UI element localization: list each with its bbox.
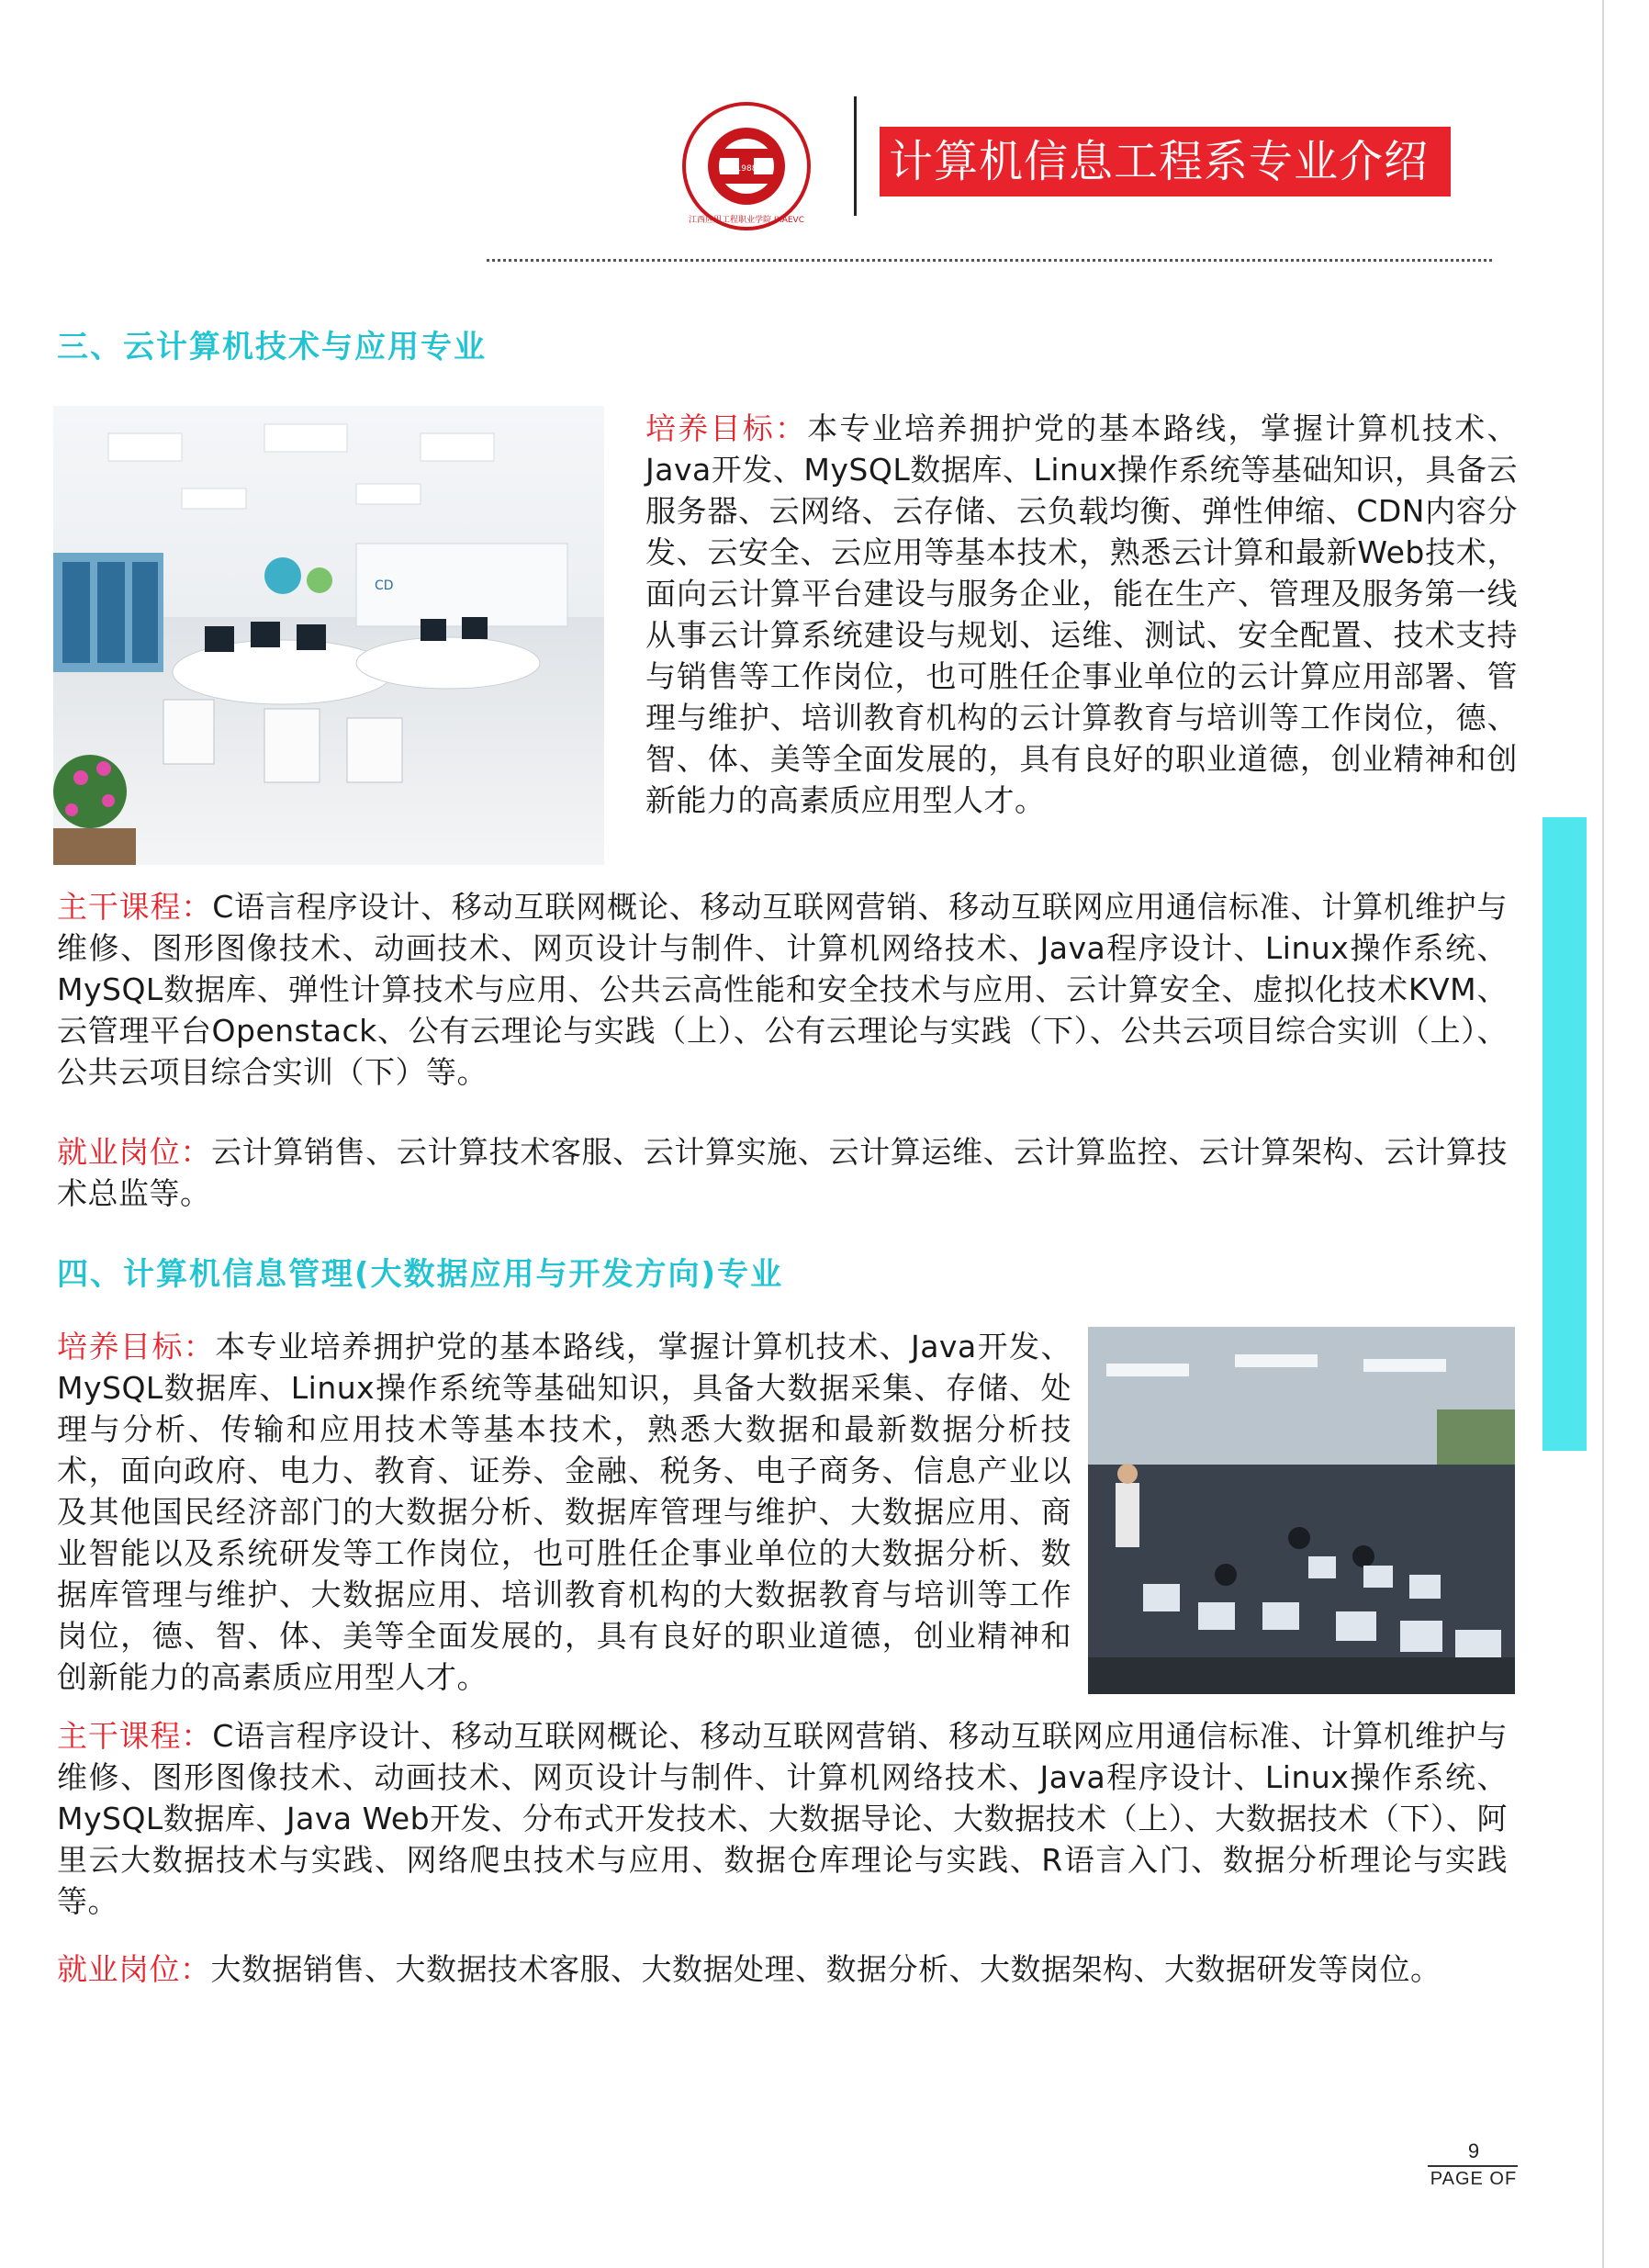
section4-jobs-paragraph — [57, 1948, 1508, 1990]
section3-jobs-paragraph — [57, 1131, 1508, 1214]
section4-goal-paragraph — [57, 1326, 1071, 1698]
section4-courses-label: 主干课程： — [57, 1718, 213, 1754]
section3-courses-text: C语言程序设计、移动互联网概论、移动互联网营销、移动互联网应用通信标准、计算机维护与维修、图形图像技术、动画技术、网页设计与制件、计算机网络技术、Java程序设计、Linux操作系统、MySQL数据库、弹性计算技术与应用、公共云高性能和安全技术与应用、云计算安全、虚拟化技术KVM、云管理平台Openstack、公有云理论与实践（上）、公有云理论与实践（下）、公共云项目综合实训（上）、公共云项目综合实训（下）等。 — [57, 889, 1509, 1090]
section4-goal-label: 培养目标： — [57, 1329, 216, 1364]
school-logo — [681, 101, 812, 231]
section3-goal-paragraph — [645, 408, 1518, 821]
page-of-label: PAGE OF — [1430, 2169, 1518, 2189]
header-divider — [854, 96, 857, 216]
page-number-rule — [1428, 2165, 1518, 2167]
section3-jobs-text: 云计算销售、云计算技术客服、云计算实施、云计算运维、云计算监控、云计算架构、云计算技术总监等。 — [57, 1134, 1509, 1211]
section4-heading: 四、计算机信息管理(大数据应用与开发方向)专业 — [57, 1256, 784, 1293]
section3-goal-text: 本专业培养拥护党的基本路线，掌握计算机技术、Java开发、MySQL数据库、Linux操作系统等基础知识，具备云服务器、云网络、云存储、云负载均衡、弹性伸缩、CDN内容分发、云安全、云应用等基本技术，熟悉云计算和最新Web技术，面向云计算平台建设与服务企业，能在生产、管理及服务第一线从事云计算系统建设与规划、运维、测试、安全配置、技术支持与销售等工作岗位，也可胜任企事业单位的云计算应用部署、管理与维护、培训教育机构的云计算教育与培训等工作岗位，德、智、体、美等全面发展的，具有良好的职业道德，创业精神和创新能力的高素质应用型人才。 — [645, 410, 1518, 818]
section4-jobs-label: 就业岗位： — [57, 1951, 211, 1987]
section3-jobs-label: 就业岗位： — [57, 1134, 212, 1170]
section3-heading: 三、云计算机技术与应用专业 — [57, 329, 487, 365]
bigdata-classroom-photo — [1088, 1327, 1515, 1694]
section3-goal-label: 培养目标： — [645, 410, 808, 446]
section4-jobs-text: 大数据销售、大数据技术客服、大数据处理、数据分析、大数据架构、大数据研发等岗位。 — [210, 1951, 1441, 1987]
page-edge-line — [1602, 0, 1604, 2268]
cloud-lab-photo — [53, 406, 604, 865]
page-number: 9 — [1467, 2139, 1480, 2162]
section3-courses-paragraph — [57, 886, 1508, 1093]
section3-courses-label: 主干课程： — [57, 889, 213, 925]
side-accent-bar — [1542, 817, 1587, 1451]
svg-text:江西应用工程职业学院 JXAEVC: 江西应用工程职业学院 JXAEVC — [689, 216, 804, 225]
svg-text:1988: 1988 — [735, 164, 757, 174]
page-title: 计算机信息工程系专业介绍 — [880, 127, 1451, 196]
section4-courses-text: C语言程序设计、移动互联网概论、移动互联网营销、移动互联网应用通信标准、计算机维护与维修、图形图像技术、动画技术、网页设计与制件、计算机网络技术、Java程序设计、Linux操作系统、MySQL数据库、Java Web开发、分布式开发技术、大数据导论、大数据技术（上）、大数据技术（下）、阿里云大数据技术与实践、网络爬虫技术与应用、数据仓库理论与实践、R语言入门、数据分析理论与实践等。 — [57, 1718, 1509, 1919]
section4-courses-paragraph — [57, 1715, 1508, 1922]
svg-text:CD: CD — [375, 578, 394, 593]
header-dotted-rule — [487, 259, 1492, 262]
section4-goal-text: 本专业培养拥护党的基本路线，掌握计算机技术、Java开发、MySQL数据库、Linux操作系统等基础知识，具备大数据采集、存储、处理与分析、传输和应用技术等基本技术，熟悉大数据和最新数据分析技术，面向政府、电力、教育、证券、金融、税务、电子商务、信息产业以及其他国民经济部门的大数据分析、数据库管理与维护、大数据应用、商业智能以及系统研发等工作岗位，也可胜任企事业单位的大数据分析、数据库管理与维护、大数据应用、培训教育机构的大数据教育与培训等工作岗位，德、智、体、美等全面发展的，具有良好的职业道德，创业精神和创新能力的高素质应用型人才。 — [57, 1329, 1071, 1695]
